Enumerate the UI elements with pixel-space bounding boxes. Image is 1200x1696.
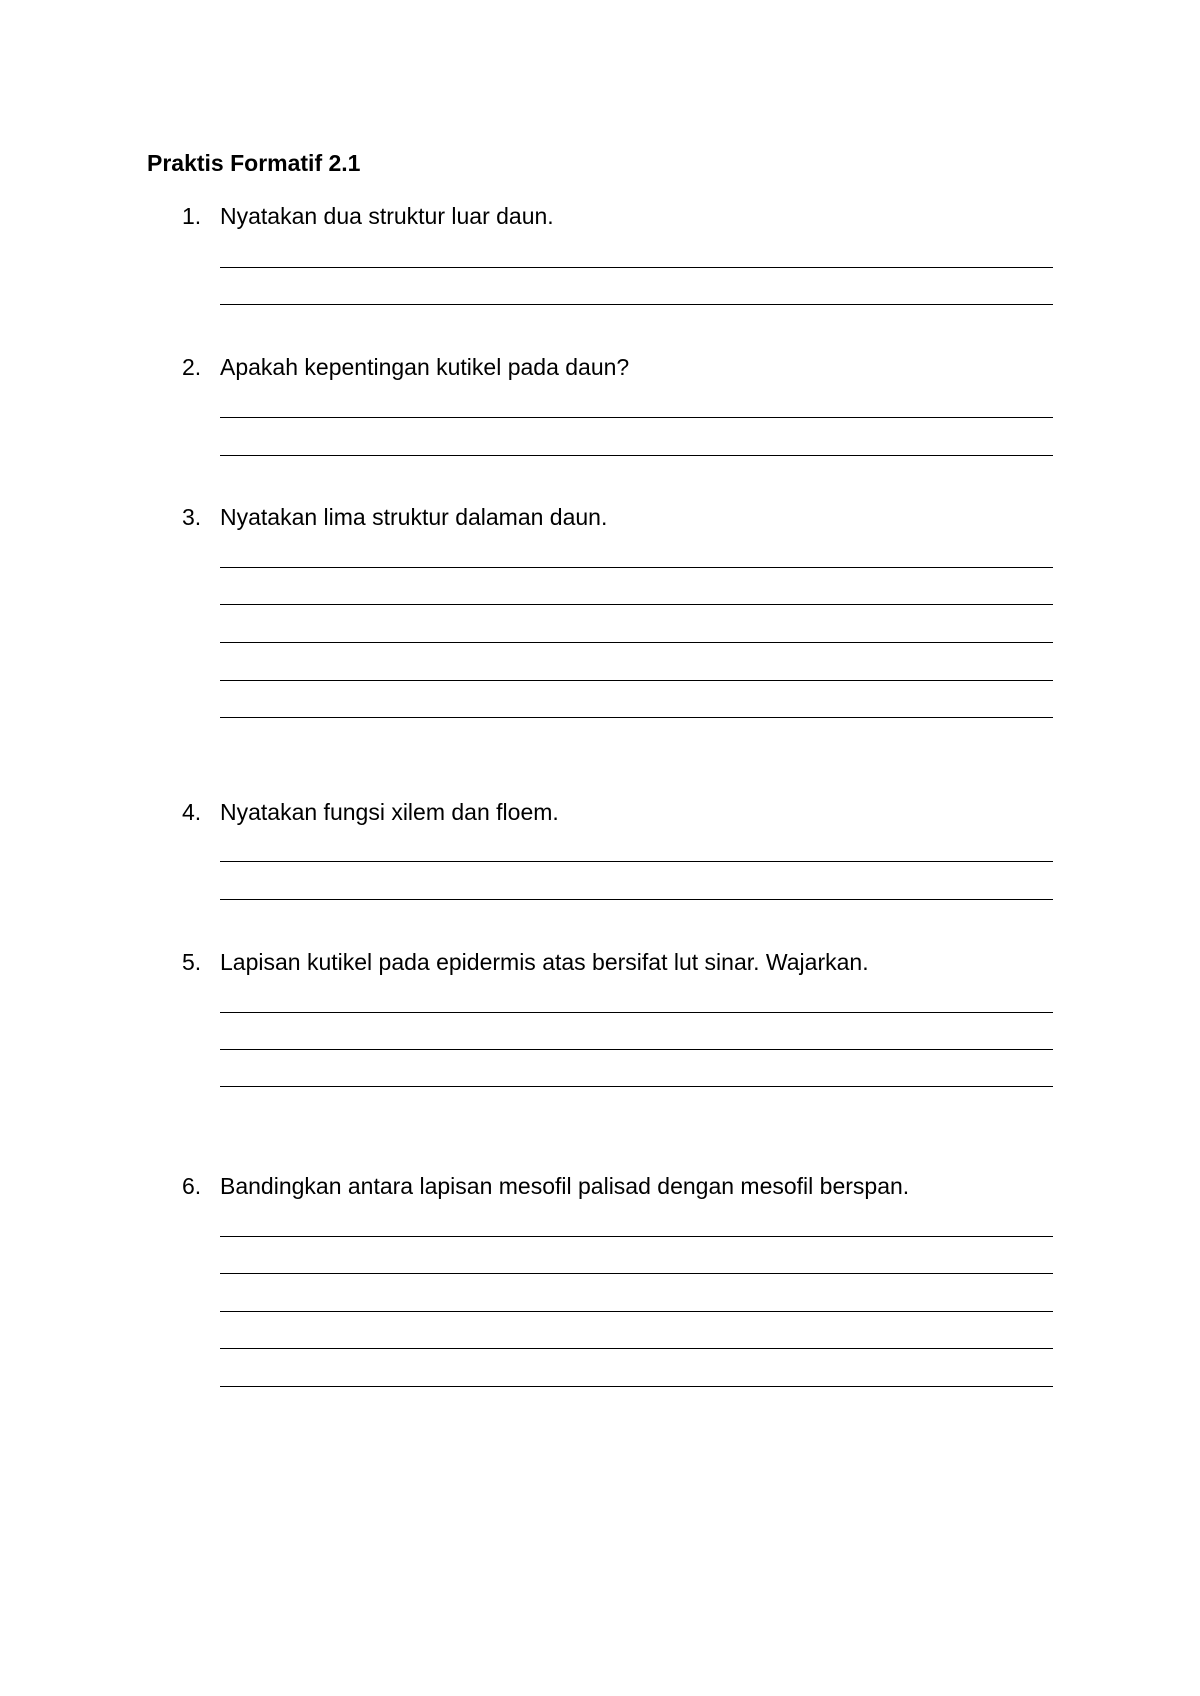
answer-line[interactable] [220,1348,1053,1349]
question-number: 2. [182,354,202,380]
answer-line[interactable] [220,1236,1053,1237]
answer-line[interactable] [220,417,1053,418]
question-text: Apakah kepentingan kutikel pada daun? [220,354,630,380]
answer-line[interactable] [220,680,1053,681]
answer-line[interactable] [220,899,1053,900]
question-number: 1. [182,203,202,229]
answer-line[interactable] [220,1386,1053,1387]
answer-line[interactable] [220,1086,1053,1087]
worksheet-title: Praktis Formatif 2.1 [147,150,361,176]
answer-line[interactable] [220,717,1053,718]
answer-line[interactable] [220,1012,1053,1013]
answer-line[interactable] [220,1273,1053,1274]
answer-line[interactable] [220,1049,1053,1050]
question-number: 6. [182,1173,202,1199]
answer-line[interactable] [220,1311,1053,1312]
question-text: Bandingkan antara lapisan mesofil palisad dengan mesofil berspan. [220,1173,910,1199]
answer-line[interactable] [220,304,1053,305]
question-text: Nyatakan lima struktur dalaman daun. [220,504,608,530]
question-text: Nyatakan dua struktur luar daun. [220,203,554,229]
question-number: 3. [182,504,202,530]
answer-line[interactable] [220,642,1053,643]
answer-line[interactable] [220,455,1053,456]
answer-line[interactable] [220,604,1053,605]
answer-line[interactable] [220,861,1053,862]
answer-line[interactable] [220,567,1053,568]
question-text: Nyatakan fungsi xilem dan floem. [220,799,559,825]
answer-line[interactable] [220,267,1053,268]
question-number: 5. [182,949,202,975]
question-number: 4. [182,799,202,825]
question-text: Lapisan kutikel pada epidermis atas bersifat lut sinar. Wajarkan. [220,949,869,975]
